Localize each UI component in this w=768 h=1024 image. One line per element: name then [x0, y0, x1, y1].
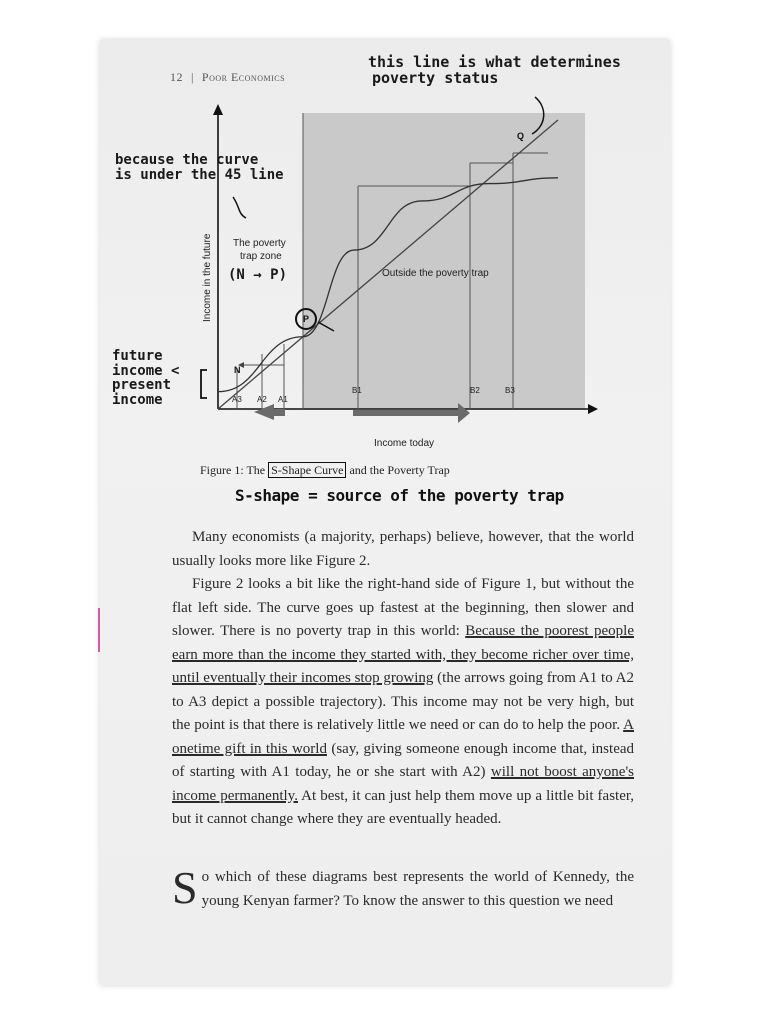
book-title: Poor Economics: [201, 70, 286, 84]
trap-zone-label-line1: The poverty: [233, 238, 286, 249]
x-axis-label: Income today: [374, 438, 435, 449]
p2-text-b: (the arrows going from A1 to A2 to A3 depict a possible trajectory). This income may not be very high, but the point is that there is relatively little we need or can do to help the poor.: [172, 670, 634, 733]
paragraph-1: Many economists (a majority, perhaps) believe, however, that the world usually looks more like Figure 2.: [172, 529, 634, 569]
caption-boxed: S-Shape Curve: [268, 462, 346, 478]
p2-underline-3: will not boost anyone's income permanently.: [172, 764, 634, 804]
paragraph-2: [172, 573, 634, 832]
margin-highlight-mark: [98, 608, 100, 652]
outside-trap-label: Outside the poverty trap: [382, 268, 489, 279]
annotation-top-line2: poverty status: [372, 68, 499, 87]
tick-b1: B1: [352, 386, 362, 395]
y-axis-arrowhead: [213, 104, 223, 115]
tick-a3: A3: [232, 395, 242, 404]
caption-suffix: and the Poverty Trap: [346, 463, 450, 477]
annotation-n-to-p: (N → P): [228, 267, 288, 283]
page-number: 12: [170, 70, 183, 84]
outside-trap-region: [303, 113, 585, 409]
p2-underline-2: A onetime gift in this world: [172, 717, 634, 757]
x-axis-arrowhead: [588, 404, 598, 414]
annotation-left-line2: is under the 45 line: [115, 166, 284, 183]
paragraph-3: [172, 862, 634, 913]
p2-underline-1: Because the poorest people earn more than the income they started with, they become richer over time, until eventually their incomes stop growing: [172, 623, 634, 686]
body-text: [172, 526, 634, 832]
y-axis-label: Income in the future: [202, 233, 213, 322]
trap-zone-label-line2: trap zone: [240, 251, 282, 262]
point-n-label: N: [234, 365, 241, 375]
header-separator: |: [191, 70, 194, 84]
tick-a1: A1: [278, 395, 288, 404]
annotation-future-line4: income: [112, 392, 163, 409]
p2-text-a: Figure 2 looks a bit like the right-hand side of Figure 1, but without the flat left side. The curve goes up fastest at the beginning, then slower and slower. There is no poverty trap in this world:: [172, 576, 634, 639]
annotation-left-line1: because the curve: [115, 152, 259, 168]
annotation-future-line2: income <: [112, 362, 180, 379]
figure-caption: [200, 463, 450, 478]
annotation-s-shape: S-shape = source of the poverty trap: [235, 486, 564, 505]
p3-text: o which of these diagrams best represents the world of Kennedy, the young Kenyan farmer? To know the answer to this question we need: [201, 869, 634, 909]
annotation-arrow-left: [233, 197, 246, 218]
point-q-label: Q: [517, 131, 525, 141]
tick-a2: A2: [257, 395, 267, 404]
annotation-top-line1: this line is what determines: [368, 53, 621, 71]
left-gray-arrow: [254, 404, 285, 420]
tick-b2: B2: [470, 386, 480, 395]
caption-prefix: Figure 1: The: [200, 463, 269, 477]
p2-text-d: At best, it can just help them move up a little bit faster, but it cannot change where they are eventually headed.: [172, 787, 635, 827]
tick-b3: B3: [505, 386, 515, 395]
drop-cap: S: [172, 862, 198, 913]
annotation-future-line3: present: [112, 377, 172, 394]
point-p-label: P: [303, 314, 310, 324]
p2-text-c: (say, giving someone enough income that, instead of starting with A1 today, he or she start with A2): [172, 740, 635, 780]
annotation-future-line1: future: [112, 348, 163, 364]
annotation-bracket: [201, 370, 207, 398]
